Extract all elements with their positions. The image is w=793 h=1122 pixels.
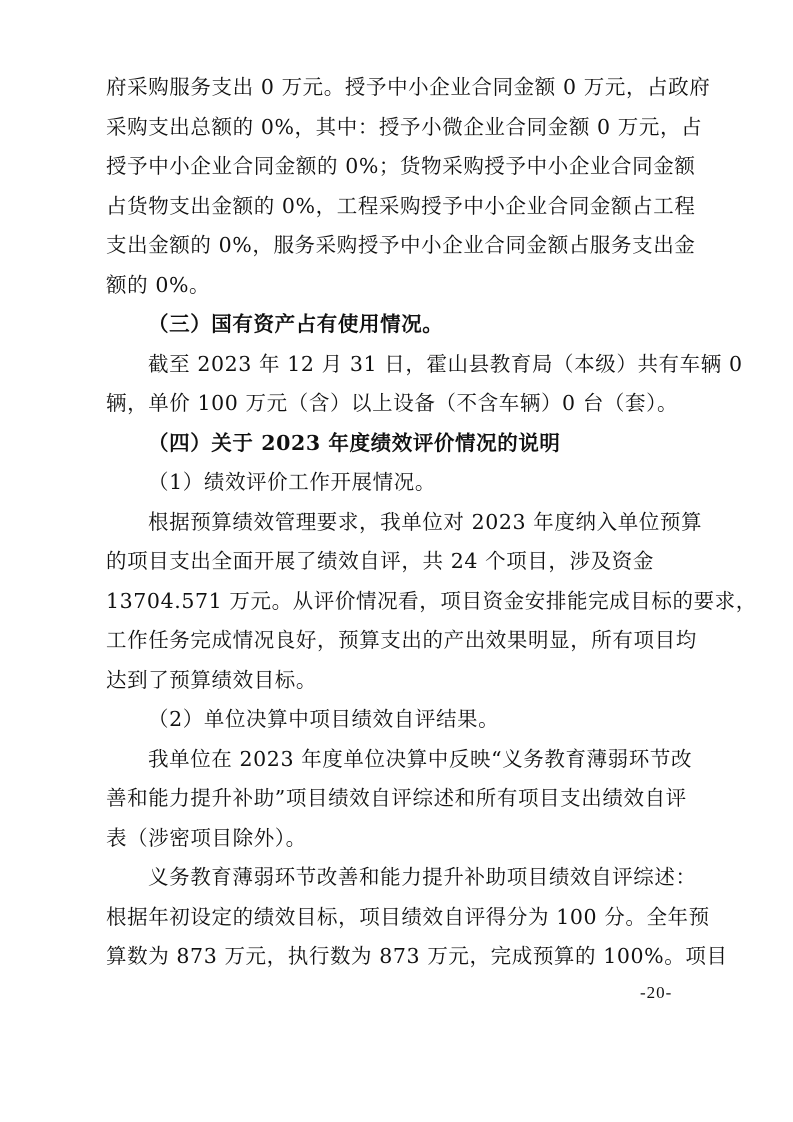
body-text-line: 表（涉密项目除外）。 xyxy=(106,825,307,850)
body-text-line: 的项目支出全面开展了绩效自评，共 24 个项目，涉及资金 xyxy=(106,549,654,573)
body-text-line: 根据年初设定的绩效目标，项目绩效自评得分为 100 分。全年预 xyxy=(106,904,710,929)
body-text-line: 我单位在 2023 年度单位决算中反映“义务教育薄弱环节改 xyxy=(148,746,693,771)
body-text-line: 截至 2023 年 12 月 31 日，霍山县教育局（本级）共有车辆 0 xyxy=(148,351,743,376)
section-heading: （四）关于 2023 年度绩效评价情况的说明 xyxy=(148,430,561,455)
body-text-line: 达到了预算绩效目标。 xyxy=(106,667,317,692)
section-heading: （三）国有资产占有使用情况。 xyxy=(148,312,444,336)
body-text-line: 授予中小企业合同金额的 0%；货物采购授予中小企业合同金额 xyxy=(106,154,696,178)
body-text-line: 13704.571 万元。从评价情况看，项目资金安排能完成目标的要求， xyxy=(106,588,757,613)
body-text-line: 占货物支出金额的 0%，工程采购授予中小企业合同金额占工程 xyxy=(106,193,696,218)
body-text-line: 府采购服务支出 0 万元。授予中小企业合同金额 0 万元，占政府 xyxy=(106,75,711,99)
body-text-line: 额的 0%。 xyxy=(106,272,211,297)
body-text-line: 支出金额的 0%，服务采购授予中小企业合同金额占服务支出金 xyxy=(106,233,696,257)
body-text-line: 根据预算绩效管理要求，我单位对 2023 年度纳入单位预算 xyxy=(148,509,703,534)
body-text-line: 义务教育薄弱环节改善和能力提升补助项目绩效自评综述： xyxy=(148,865,697,889)
page-number: -20- xyxy=(640,983,673,1002)
body-text-line: 工作任务完成情况良好，预算支出的产出效果明显，所有项目均 xyxy=(106,628,697,652)
body-text-line: 善和能力提升补助”项目绩效自评综述和所有项目支出绩效自评 xyxy=(106,786,687,810)
subsection-heading: （1）绩效评价工作开展情况。 xyxy=(148,470,436,494)
body-text-line: 辆，单价 100 万元（含）以上设备（不含车辆）0 台（套）。 xyxy=(106,391,679,415)
subsection-heading: （2）单位决算中项目绩效自评结果。 xyxy=(148,707,500,731)
body-text-line: 采购支出总额的 0%，其中：授予小微企业合同金额 0 万元，占 xyxy=(106,114,703,139)
body-text-line: 算数为 873 万元，执行数为 873 万元，完成预算的 100%。项目 xyxy=(106,944,728,968)
